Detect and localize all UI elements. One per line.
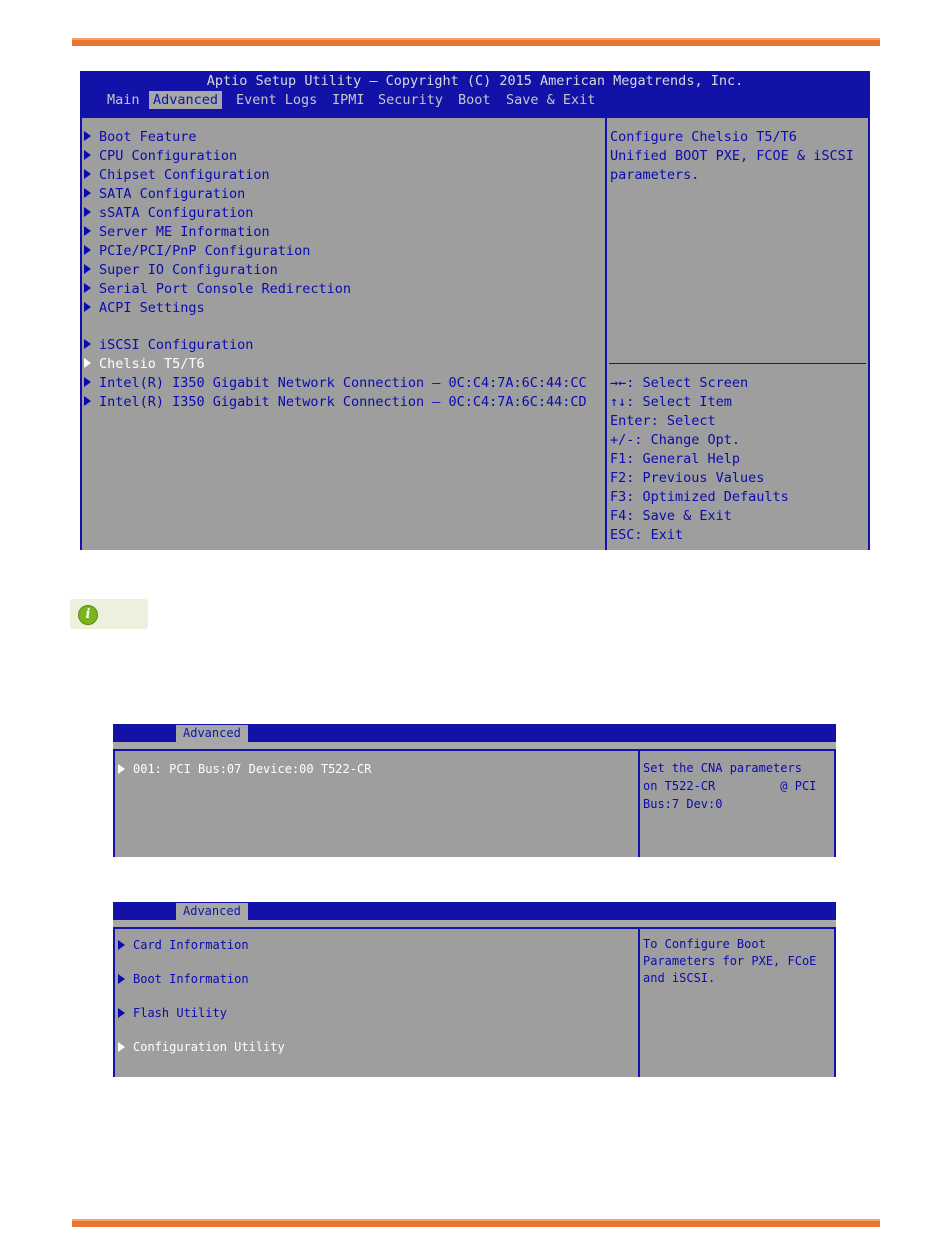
help-line-1: To Configure Boot (643, 937, 766, 951)
key-hint-f2: F2: Previous Values (610, 470, 765, 486)
menu-item-label: Boot Information (133, 972, 249, 986)
submenu-arrow-icon (84, 207, 91, 217)
tab-main[interactable]: Main (107, 92, 140, 108)
menu-item-boot-information[interactable] (118, 970, 249, 989)
key-hint-esc: ESC: Exit (610, 527, 684, 543)
menu-item-super-io-configuration[interactable] (84, 261, 278, 280)
help-line-3: Bus:7 Dev:0 (643, 797, 723, 811)
submenu-arrow-icon (84, 339, 91, 349)
submenu-arrow-icon (84, 264, 91, 274)
menu-item-label: Chipset Configuration (99, 167, 270, 183)
menu-item-iscsi-configuration[interactable] (84, 336, 253, 355)
menu-item-label: SATA Configuration (99, 186, 246, 202)
submenu-arrow-icon (84, 150, 91, 160)
help-line-1: Configure Chelsio T5/T6 (610, 129, 797, 145)
bios-title: Aptio Setup Utility – Copyright (C) 2015 American Megatrends, Inc. (206, 73, 744, 89)
submenu-arrow-icon (84, 169, 91, 179)
submenu-arrow-icon (84, 283, 91, 293)
menu-item-label: PCIe/PCI/PnP Configuration (99, 243, 311, 259)
panel-divider (638, 927, 640, 1077)
help-line-2: Unified BOOT PXE, FCOE & iSCSI (610, 148, 854, 164)
menu-item-boot-feature[interactable] (84, 128, 197, 147)
submenu-arrow-icon (84, 302, 91, 312)
submenu-arrow-icon (118, 1008, 125, 1018)
key-hint-f3: F3: Optimized Defaults (610, 489, 789, 505)
menu-item-label: CPU Configuration (99, 148, 238, 164)
submenu-arrow-icon (84, 396, 91, 406)
tab-advanced[interactable]: Advanced (176, 903, 248, 920)
menu-item-label: Server ME Information (99, 224, 270, 240)
menu-item-cpu-configuration[interactable] (84, 147, 237, 166)
menu-item-label: 001: PCI Bus:07 Device:00 T522-CR (133, 762, 372, 776)
frame-left (113, 927, 115, 1077)
tab-ipmi[interactable]: IPMI (332, 92, 365, 108)
tab-save-exit[interactable]: Save & Exit (506, 92, 596, 108)
frame-right (834, 927, 836, 1077)
menu-item-label: sSATA Configuration (99, 205, 254, 221)
bios-config-screen (113, 902, 836, 1077)
key-hint-f1: F1: General Help (610, 451, 741, 467)
tab-boot[interactable]: Boot (458, 92, 491, 108)
menu-item-server-me-information[interactable] (84, 223, 270, 242)
menu-item-label: Card Information (133, 938, 249, 952)
bios-advanced-screen (80, 71, 870, 550)
menu-item-configuration-utility[interactable] (118, 1038, 285, 1057)
tab-advanced[interactable]: Advanced (149, 91, 222, 109)
submenu-arrow-icon (118, 974, 125, 984)
menu-item-label: Super IO Configuration (99, 262, 278, 278)
menu-item-serial-port-console-redirection[interactable] (84, 280, 351, 299)
menu-item-acpi-settings[interactable] (84, 299, 205, 318)
frame-right (868, 118, 870, 550)
header-rule (72, 38, 880, 46)
menu-item-label: Flash Utility (133, 1006, 227, 1020)
menu-item-label: Serial Port Console Redirection (99, 281, 351, 297)
help-line-1: Set the CNA parameters (643, 761, 802, 775)
key-hint-change-opt: +/-: Change Opt. (610, 432, 741, 448)
menu-item-label: Boot Feature (99, 129, 197, 145)
menu-item-ssata-configuration[interactable] (84, 204, 253, 223)
menu-item-label: Configuration Utility (133, 1040, 285, 1054)
menu-item-chipset-configuration[interactable] (84, 166, 270, 185)
menu-item-card-information[interactable] (118, 936, 249, 955)
menu-item-t522-cr-device[interactable] (118, 760, 371, 779)
tab-advanced[interactable]: Advanced (176, 725, 248, 742)
submenu-arrow-icon (84, 226, 91, 236)
bios-device-screen (113, 724, 836, 857)
menu-item-label: ACPI Settings (99, 300, 205, 316)
submenu-arrow-icon (84, 131, 91, 141)
frame-left (113, 749, 115, 857)
menu-item-label: iSCSI Configuration (99, 337, 254, 353)
submenu-arrow-icon (84, 188, 91, 198)
menu-item-label: Intel(R) I350 Gigabit Network Connection – 0C:C4:7A:6C:44:CD (99, 394, 587, 410)
help-line-2: Parameters for PXE, FCoE (643, 954, 817, 968)
help-line-3: parameters. (610, 167, 700, 183)
header-strip (113, 920, 836, 927)
menu-item-sata-configuration[interactable] (84, 185, 245, 204)
key-hint-enter: Enter: Select (610, 413, 716, 429)
submenu-arrow-icon (118, 1042, 125, 1052)
help-line-3: and iSCSI. (643, 971, 716, 985)
note-callout (70, 599, 148, 629)
menu-item-intel-i350-cd[interactable] (84, 393, 587, 412)
footer-rule (72, 1219, 880, 1227)
key-hint-select-screen: →←: Select Screen (610, 375, 749, 391)
submenu-arrow-icon (84, 245, 91, 255)
submenu-arrow-icon (118, 940, 125, 950)
panel-divider (605, 118, 607, 550)
menu-item-label: Intel(R) I350 Gigabit Network Connection – 0C:C4:7A:6C:44:CC (99, 375, 587, 391)
info-icon: i (78, 605, 98, 625)
menu-item-intel-i350-cc[interactable] (84, 374, 587, 393)
key-hint-select-item: ↑↓: Select Item (610, 394, 732, 410)
help-line-2: on T522-CR @ PCI (643, 779, 817, 793)
menu-item-flash-utility[interactable] (118, 1004, 227, 1023)
menu-item-pcie-pci-pnp-configuration[interactable] (84, 242, 310, 261)
menu-item-chelsio-t5-t6[interactable] (84, 355, 205, 374)
header-strip (113, 742, 836, 749)
submenu-arrow-icon (118, 764, 125, 774)
frame-top (113, 749, 836, 751)
key-hint-f4: F4: Save & Exit (610, 508, 732, 524)
tab-event-logs[interactable]: Event Logs (236, 92, 318, 108)
tab-security[interactable]: Security (378, 92, 444, 108)
submenu-arrow-icon (84, 377, 91, 387)
frame-left (80, 118, 82, 550)
menu-item-label: Chelsio T5/T6 (99, 356, 205, 372)
frame-top (113, 927, 836, 929)
frame-right (834, 749, 836, 857)
panel-divider (638, 749, 640, 857)
submenu-arrow-icon (84, 358, 91, 368)
help-separator (609, 363, 866, 364)
